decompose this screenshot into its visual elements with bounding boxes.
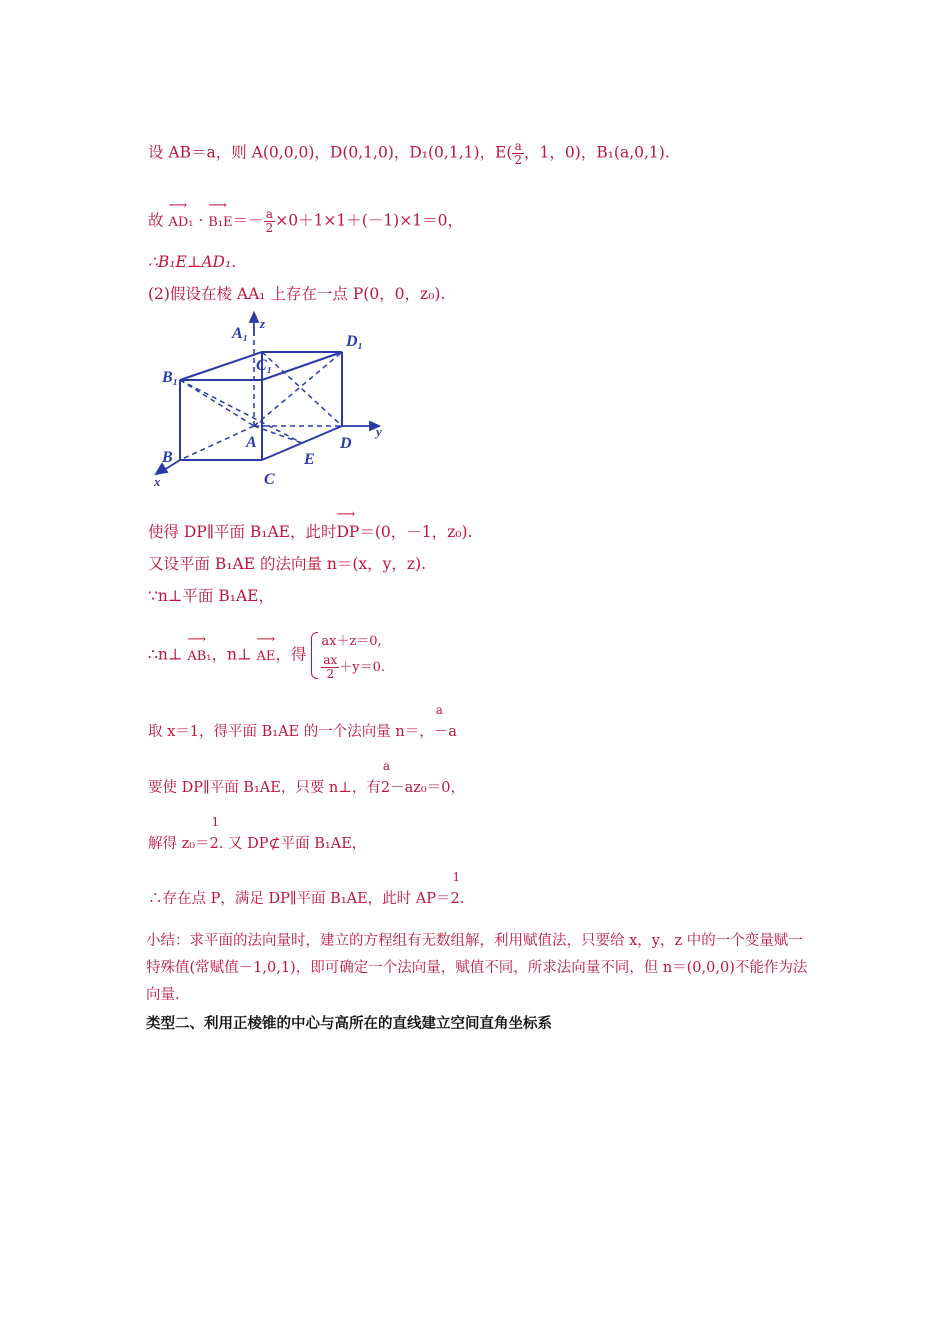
- perpendicular-conclusion: ∴B₁E⊥AD₁.: [148, 253, 237, 271]
- section-heading: 类型二、利用正棱锥的中心与高所在的直线建立空间直角坐标系: [146, 1016, 552, 1032]
- floating-a-2: a: [382, 759, 391, 773]
- fraction-denominator: 2: [514, 153, 523, 167]
- vector-ae: ⟶ AE: [257, 647, 276, 667]
- coordinates-tail: ，1，0)，B₁(a,0,1).: [524, 143, 670, 162]
- equation-1: ax＋z＝0,: [321, 634, 382, 649]
- get-text: ，得: [275, 645, 307, 664]
- coordinates-text: 设 AB＝a，则 A(0,0,0)，D(0,1,0)，D₁(0,1,1)，E(: [148, 143, 513, 162]
- fraction-numerator: ax: [323, 653, 338, 667]
- label-c1: C₁: [256, 357, 273, 374]
- floating-a: a: [435, 703, 443, 717]
- label-b: B: [162, 449, 173, 466]
- label-e: E: [304, 451, 315, 468]
- solution-line: [148, 815, 367, 854]
- vector-ad1: ⟶ AD₁: [168, 213, 193, 233]
- label-d1: D₁: [346, 333, 364, 350]
- dot-symbol: ·: [198, 211, 204, 230]
- fraction-numerator: a: [264, 208, 276, 222]
- edge-top-right: [262, 352, 342, 380]
- dot-product-prefix: 故: [148, 211, 164, 230]
- minus-a: －a: [433, 724, 457, 740]
- condition-text: 要使 DP∥平面 B₁AE，只要 n⊥，有: [148, 780, 381, 796]
- condition-tail: 2－az₀＝0，: [380, 780, 465, 796]
- equation-system: [311, 630, 385, 681]
- edge-a-b: [180, 426, 254, 460]
- label-x: x: [154, 474, 161, 489]
- vector-dp: ⟶ DP: [336, 522, 359, 542]
- normal-component: [433, 703, 457, 742]
- coordinates-line: [148, 140, 670, 167]
- cube-figure: [150, 310, 400, 495]
- equals-minus: ＝－: [232, 211, 264, 230]
- dot-product-tail: ×0＋1×1＋(－1)×1＝0，: [275, 211, 463, 230]
- condition-expression: [380, 759, 465, 798]
- diag-b1-a: [180, 380, 254, 426]
- label-a1: A₁: [232, 325, 249, 342]
- n-perp-text-2: ，n⊥: [211, 645, 252, 664]
- summary-paragraph: 小结：求平面的法向量时，建立的方程组有无数组解，利用赋值法，只要给 x，y，z 中的一个变量赋一特殊值(常赋值－1,0,1)，即可确定一个法向量，赋值不同，所求法向量不同，但 n＝(0,0,0)不能作为法向量.: [146, 933, 808, 1003]
- dp-vector-value: ＝(0，－1，z₀).: [359, 523, 473, 541]
- z-arrow-icon: [250, 313, 258, 322]
- condition-line: [148, 759, 465, 798]
- label-a: A: [246, 434, 257, 451]
- dp-parallel-line: [148, 522, 472, 542]
- existence-line: [148, 870, 465, 909]
- existence-tail: 2.: [450, 891, 465, 907]
- diag-b1-e: [180, 380, 302, 443]
- normal-vector-line: 又设平面 B₁AE 的法向量 n＝(x，y，z).: [148, 555, 427, 573]
- normal-perpendicular-line: ∵n⊥平面 B₁AE，: [148, 587, 274, 605]
- fraction-ax-over-2: [321, 654, 339, 681]
- fraction-a-over-2: [512, 140, 524, 167]
- label-c: C: [264, 471, 275, 488]
- edge-b1-c1: [180, 352, 262, 380]
- solution-value: [209, 815, 367, 854]
- equation-2-tail: ＋y＝0.: [339, 660, 386, 675]
- fraction-numerator: a: [512, 140, 524, 154]
- dp-parallel-text: 使得 DP∥平面 B₁AE，此时: [148, 523, 337, 541]
- diag-c1-d: [262, 352, 342, 426]
- n-perp-text: ∴n⊥: [148, 645, 183, 664]
- existence-value: [450, 870, 465, 909]
- label-d: D: [340, 435, 352, 452]
- equation-system-line: [148, 630, 385, 681]
- solution-text: 解得 z₀＝: [148, 836, 210, 852]
- normal-choice-text: 取 x＝1，得平面 B₁AE 的一个法向量 n＝，: [148, 724, 434, 740]
- part2-assumption: (2)假设在棱 AA₁ 上存在一点 P(0，0，z₀).: [148, 285, 446, 303]
- label-y: y: [376, 424, 382, 439]
- equation-2: [321, 654, 385, 681]
- dot-product-line: [148, 208, 463, 235]
- existence-text: ∴存在点 P，满足 DP∥平面 B₁AE，此时 AP＝: [148, 891, 451, 907]
- solution-tail: 2. 又 DP⊄平面 B₁AE，: [209, 836, 367, 852]
- label-b1: B₁: [162, 369, 179, 386]
- floating-1: 1: [211, 815, 220, 829]
- fraction-denominator: 2: [265, 221, 274, 235]
- label-z: z: [260, 316, 266, 331]
- vector-b1e: ⟶ B₁E: [208, 213, 232, 233]
- floating-1-b: 1: [452, 870, 461, 884]
- fraction-denominator: 2: [326, 667, 335, 681]
- vector-ab1: ⟶ AB₁: [187, 647, 211, 667]
- fraction-a-over-2-b: [264, 208, 276, 235]
- normal-choice-line: [148, 703, 457, 742]
